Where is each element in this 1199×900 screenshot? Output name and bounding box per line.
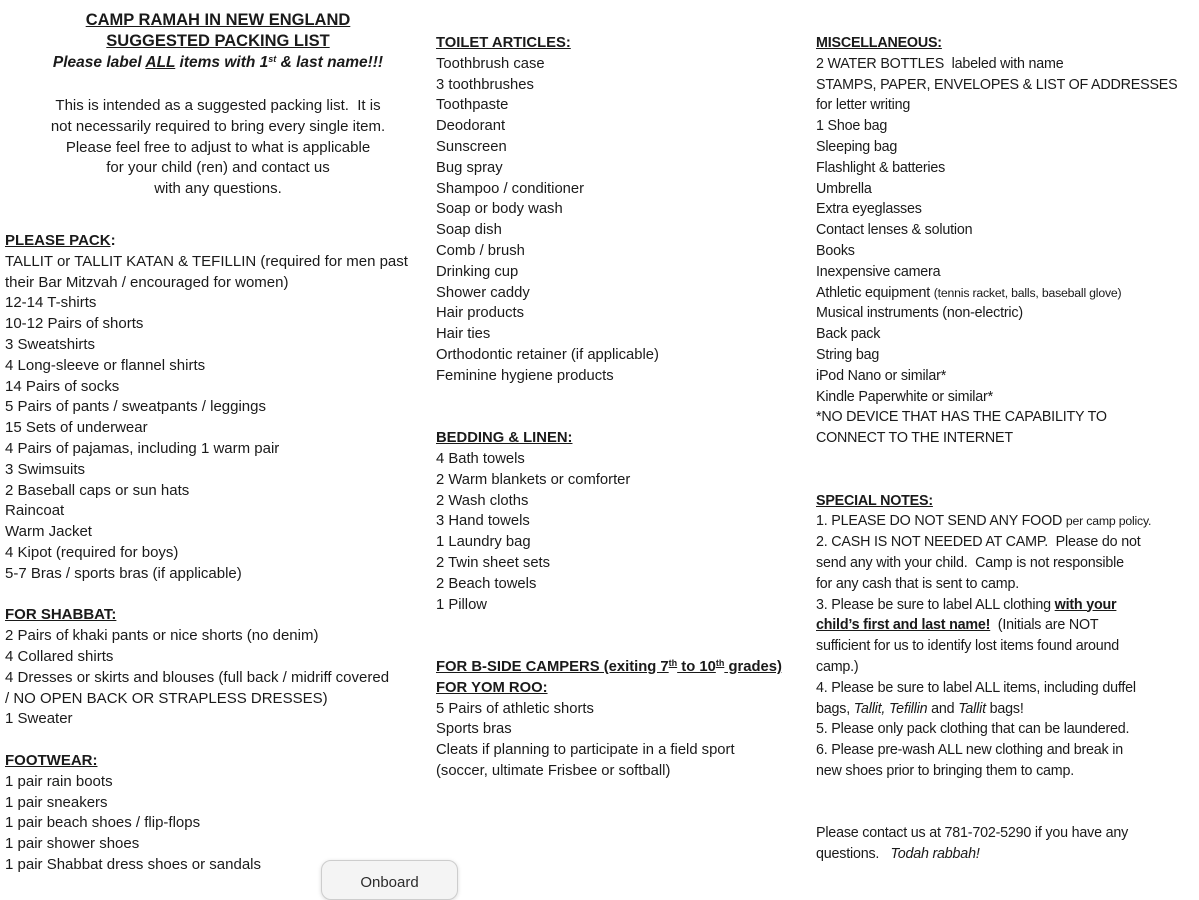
list-item: Please contact us at 781-702-5290 if you have any xyxy=(816,825,1129,842)
list-item: iPod Nano or similar* xyxy=(816,367,947,384)
list-item: STAMPS, PAPER, ENVELOPES & LIST OF ADDRESSES xyxy=(816,76,1178,93)
intro-paragraph xyxy=(5,96,431,200)
list-item: Sleeping bag xyxy=(816,138,898,155)
list-item: Books xyxy=(816,242,855,259)
list-item: *NO DEVICE THAT HAS THE CAPABILITY TO xyxy=(816,409,1107,426)
section-heading: TOILET ARTICLES: xyxy=(436,35,571,51)
list-item: 15 Sets of underwear xyxy=(5,419,148,437)
list-item: Musical instruments (non-electric) xyxy=(816,305,1023,322)
list-item: Soap dish xyxy=(436,222,502,239)
list-item: 4 Bath towels xyxy=(436,450,525,467)
list-item: 3 Swimsuits xyxy=(5,460,86,478)
list-item: 3 toothbrushes xyxy=(436,76,534,93)
list-item: for any cash that is sent to camp. xyxy=(816,575,1019,592)
section-heading: PLEASE PACK: xyxy=(5,231,116,249)
list-item: TALLIT or TALLIT KATAN & TEFILLIN (required for men past xyxy=(5,252,408,270)
list-item: 3. Please be sure to label ALL clothing with your xyxy=(816,596,1117,613)
list-item: Please label ALL items with 1st & last name!!! xyxy=(52,54,384,71)
partial-cutoff-button[interactable] xyxy=(321,860,458,900)
list-item: questions. Todah rabbah! xyxy=(816,846,980,863)
list-item: Extra eyeglasses xyxy=(816,201,922,218)
list-item: 1 pair rain boots xyxy=(5,772,113,790)
list-item: Comb / brush xyxy=(436,242,525,259)
list-item: 5 Pairs of athletic shorts xyxy=(436,700,594,717)
list-item: 1 pair shower shoes xyxy=(5,835,140,853)
list-item: Umbrella xyxy=(816,180,872,197)
list-item: 3 Hand towels xyxy=(436,513,530,530)
section-heading: FOR YOM ROO: xyxy=(436,679,548,696)
list-item: CONNECT TO THE INTERNET xyxy=(816,430,1013,447)
list-item: 1 Sweater xyxy=(5,710,73,728)
list-item: for your child (ren) and contact us xyxy=(106,159,330,177)
list-item: 5-7 Bras / sports bras (if applicable) xyxy=(5,564,242,582)
list-item: 2. CASH IS NOT NEEDED AT CAMP. Please do not xyxy=(816,534,1141,551)
list-item: Bug spray xyxy=(436,159,503,176)
list-item: Flashlight & batteries xyxy=(816,159,946,176)
list-item: 1 Laundry bag xyxy=(436,534,531,551)
list-item: Hair products xyxy=(436,305,524,322)
list-item: bags, Tallit, Tefillin and Tallit bags! xyxy=(816,700,1024,717)
blank-gap xyxy=(5,585,431,606)
list-item: their Bar Mitzvah / encouraged for women) xyxy=(5,273,289,291)
list-item: SUGGESTED PACKING LIST xyxy=(106,32,330,50)
list-item: Sunscreen xyxy=(436,138,507,155)
list-item: 4 Dresses or skirts and blouses (full back / midriff covered xyxy=(5,668,390,686)
right-column xyxy=(816,33,1199,865)
list-item: 2 Baseball caps or sun hats xyxy=(5,481,190,499)
list-item: child’s first and last name! (Initials are NOT xyxy=(816,617,1099,634)
list-item: Orthodontic retainer (if applicable) xyxy=(436,346,659,363)
list-item: 4 Long-sleeve or flannel shirts xyxy=(5,356,206,374)
list-item: Drinking cup xyxy=(436,263,519,280)
list-item: (soccer, ultimate Frisbee or softball) xyxy=(436,762,671,779)
list-item: Raincoat xyxy=(5,502,65,520)
list-item: 4 Pairs of pajamas, including 1 warm pair xyxy=(5,439,280,457)
partial-button-label: Onboard xyxy=(360,874,419,891)
list-item: new shoes prior to bringing them to camp. xyxy=(816,762,1075,779)
section-heading: FOOTWEAR: xyxy=(5,751,98,769)
left-column-sections xyxy=(5,231,431,876)
list-item: not necessarily required to bring every single item. xyxy=(50,117,386,135)
section-heading: SPECIAL NOTES: xyxy=(816,492,933,509)
list-item: 10-12 Pairs of shorts xyxy=(5,315,144,333)
list-item: Back pack xyxy=(816,326,881,343)
list-item: 14 Pairs of socks xyxy=(5,377,120,395)
list-item: 5. Please only pack clothing that can be laundered. xyxy=(816,721,1130,738)
list-item: Hair ties xyxy=(436,326,491,343)
list-item: 4. Please be sure to label ALL items, including duffel xyxy=(816,679,1136,696)
list-item: 2 Twin sheet sets xyxy=(436,554,551,571)
list-item: 1 Shoe bag xyxy=(816,118,888,135)
list-item: 1 pair sneakers xyxy=(5,793,108,811)
list-item: Contact lenses & solution xyxy=(816,222,973,239)
document-title xyxy=(5,10,431,73)
list-item: Deodorant xyxy=(436,118,506,135)
list-item: with any questions. xyxy=(154,180,282,198)
section-heading: BEDDING & LINEN: xyxy=(436,430,573,447)
middle-column xyxy=(436,33,808,782)
section-heading: FOR B-SIDE CAMPERS (exiting 7th to 10th grades) xyxy=(436,657,782,675)
list-item: 4 Collared shirts xyxy=(5,647,114,665)
list-item: 2 WATER BOTTLES labeled with name xyxy=(816,55,1064,72)
list-item: send any with your child. Camp is not responsible xyxy=(816,554,1124,571)
blank-gap xyxy=(816,449,1199,491)
list-item: Please feel free to adjust to what is applicable xyxy=(65,138,371,156)
section-heading: FOR SHABBAT: xyxy=(5,606,117,624)
list-item: This is intended as a suggested packing list. It is xyxy=(55,97,381,114)
section-heading: MISCELLANEOUS: xyxy=(816,35,942,51)
list-item: 1 pair beach shoes / flip-flops xyxy=(5,814,201,832)
list-item: Sports bras xyxy=(436,721,512,738)
list-item: 1 pair Shabbat dress shoes or sandals xyxy=(5,855,261,873)
blank-gap xyxy=(816,782,1199,824)
list-item: Cleats if planning to participate in a field sport xyxy=(436,742,735,759)
blank-gap xyxy=(5,730,431,751)
list-item: / NO OPEN BACK OR STRAPLESS DRESSES) xyxy=(5,689,328,707)
list-item: Inexpensive camera xyxy=(816,263,941,280)
blank-gap xyxy=(436,615,808,657)
list-item: String bag xyxy=(816,346,880,363)
list-item: 3 Sweatshirts xyxy=(5,335,96,353)
list-item: 2 Beach towels xyxy=(436,575,537,592)
list-item: 2 Wash cloths xyxy=(436,492,529,509)
list-item: 6. Please pre-wash ALL new clothing and break in xyxy=(816,742,1123,759)
list-item: Shower caddy xyxy=(436,284,530,301)
list-item: 2 Warm blankets or comforter xyxy=(436,471,631,488)
list-item: camp.) xyxy=(816,658,859,675)
list-item: 2 Pairs of khaki pants or nice shorts (no denim) xyxy=(5,627,319,645)
list-item: Toothbrush case xyxy=(436,55,545,72)
list-item: Soap or body wash xyxy=(436,201,563,218)
list-item: 5 Pairs of pants / sweatpants / leggings xyxy=(5,398,266,416)
list-item: Shampoo / conditioner xyxy=(436,180,585,197)
list-item: Toothpaste xyxy=(436,97,509,114)
blank-gap xyxy=(436,387,808,429)
list-item: 1 Pillow xyxy=(436,596,487,613)
list-item: Warm Jacket xyxy=(5,523,92,541)
list-item: Kindle Paperwhite or similar* xyxy=(816,388,993,405)
list-item: Feminine hygiene products xyxy=(436,367,614,384)
left-column xyxy=(5,10,431,876)
list-item: 4 Kipot (required for boys) xyxy=(5,543,179,561)
list-item: sufficient for us to identify lost items found around xyxy=(816,638,1120,655)
list-item: for letter writing xyxy=(816,97,911,114)
list-item: Athletic equipment (tennis racket, balls, baseball glove) xyxy=(816,284,1122,301)
list-item: 12-14 T-shirts xyxy=(5,294,97,312)
list-item: 1. PLEASE DO NOT SEND ANY FOOD per camp policy. xyxy=(816,513,1152,530)
list-item: CAMP RAMAH IN NEW ENGLAND xyxy=(85,11,351,29)
